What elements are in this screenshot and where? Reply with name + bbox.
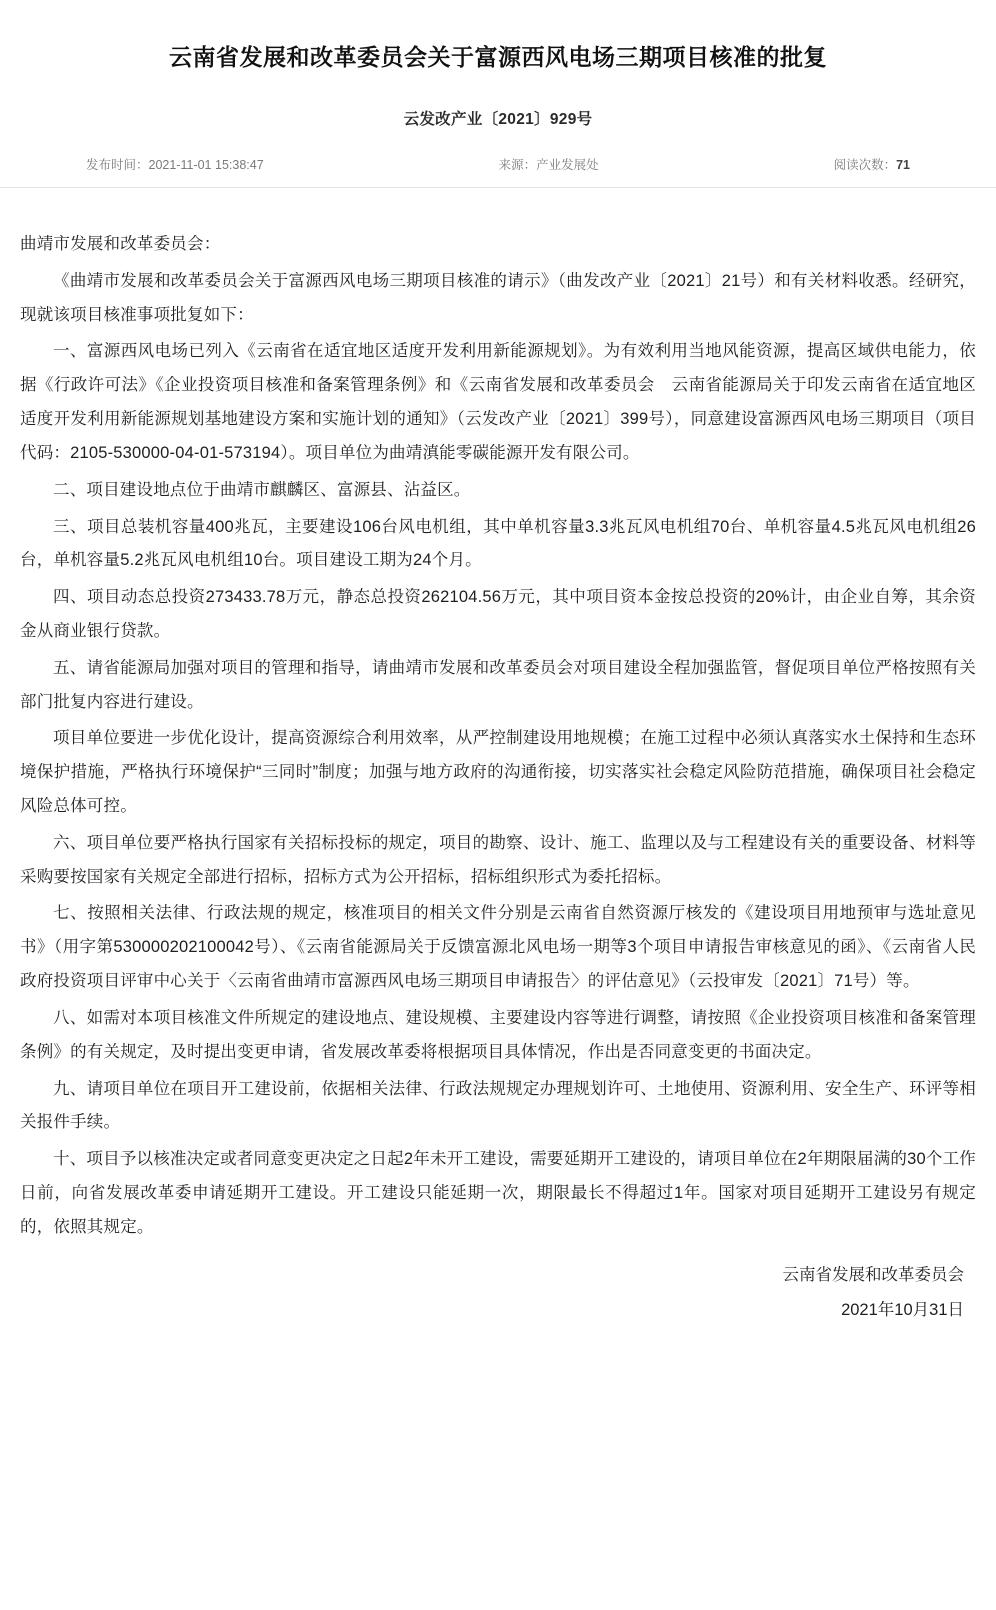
document-source: 来源：产业发展处 [498, 158, 599, 172]
signature-block [20, 1259, 976, 1329]
paragraph-item-7: 七、按照相关法律、行政法规的规定，核准项目的相关文件分别是云南省自然资源厅核发的《建设项目用地预审与选址意见书》（用字第530000202100042号）、《云南省能源局关于反馈富源北风电场一期等3个项目申请报告审核意见的函》、《云南省人民政府投资项目评审中心关于〈云南省曲靖市富源西风电场三期项目申请报告〉的评估意见》（云投审发〔2021〕71号）等。 [20, 904, 976, 991]
paragraph-intro: 《曲靖市发展和改革委员会关于富源西风电场三期项目核准的请示》（曲发改产业〔2021〕21号）和有关材料收悉。经研究，现就该项目核准事项批复如下： [20, 271, 976, 324]
document-meta-bar [0, 129, 996, 187]
page-title: 云南省发展和改革委员会关于富源西风电场三期项目核准的批复 [169, 44, 827, 71]
paragraph-item-2: 二、项目建设地点位于曲靖市麒麟区、富源县、沾益区。 [53, 480, 471, 499]
paragraph-item-1: 一、富源西风电场已列入《云南省在适宜地区适度开发利用新能源规划》。为有效利用当地风能资源，提高区域供电能力，依据《行政许可法》《企业投资项目核准和备案管理条例》和《云南省发展和改革委员会 云南省能源局关于印发云南省在适宜地区适度开发利用新能源规划基地建设方案和实施计划的通知》（云发改产业〔2021〕399号），同意建设富源西风电场三期项目（项目代码：2105-530000-04-01-573194）。项目单位为曲靖滇能零碳能源开发有限公司。 [20, 342, 976, 462]
paragraph-item-3: 三、项目总装机容量400兆瓦，主要建设106台风电机组，其中单机容量3.3兆瓦风电机组70台、单机容量4.5兆瓦风电机组26台，单机容量5.2兆瓦风电机组10台。项目建设工期为24个月。 [20, 517, 976, 570]
publish-time: 发布时间：2021-11-01 15:38:47 [86, 158, 264, 172]
paragraph-item-5: 五、请省能源局加强对项目的管理和指导，请曲靖市发展和改革委员会对项目建设全程加强监管，督促项目单位严格按照有关部门批复内容进行建设。 [20, 658, 976, 711]
paragraph-recipient: 曲靖市发展和改革委员会： [20, 235, 221, 253]
paragraph-item-4: 四、项目动态总投资273433.78万元，静态总投资262104.56万元，其中项目资本金按总投资的20%计，由企业自筹，其余资金从商业银行贷款。 [20, 588, 976, 640]
signature-date: 2021年10月31日 [841, 1301, 964, 1320]
paragraph-item-9: 九、请项目单位在项目开工建设前，依据相关法律、行政法规规定办理规划许可、土地使用、资源利用、安全生产、环评等相关报件手续。 [20, 1079, 976, 1132]
paragraph-item-8: 八、如需对本项目核准文件所规定的建设地点、建设规模、主要建设内容等进行调整，请按照《企业投资项目核准和备案管理条例》的有关规定，及时提出变更申请，省发展改革委将根据项目具体情况，作出是否同意变更的书面决定。 [20, 1008, 976, 1061]
paragraph-item-5-continued: 项目单位要进一步优化设计，提高资源综合利用效率，从严控制建设用地规模；在施工过程中必须认真落实水土保持和生态环境保护措施，严格执行环境保护“三同时”制度；加强与地方政府的沟通衔接，切实落实社会稳定风险防范措施，确保项目社会稳定风险总体可控。 [20, 729, 976, 815]
view-count-label: 阅读次数： [833, 158, 897, 172]
paragraph-item-10: 十、项目予以核准决定或者同意变更决定之日起2年未开工建设，需要延期开工建设的，请项目单位在2年期限届满的30个工作日前，向省发展改革委申请延期开工建设。开工建设只能延期一次，期限最长不得超过1年。国家对项目延期开工建设另有规定的，依照其规定。 [20, 1150, 976, 1236]
view-count-value: 71 [896, 158, 910, 172]
signature-issuer: 云南省发展和改革委员会 [782, 1265, 964, 1284]
paragraph-item-6: 六、项目单位要严格执行国家有关招标投标的规定，项目的勘察、设计、施工、监理以及与工程建设有关的重要设备、材料等采购要按国家有关规定全部进行招标，招标方式为公开招标，招标组织形式为委托招标。 [20, 833, 976, 886]
document-page [0, 15, 996, 1340]
view-count [834, 155, 910, 173]
document-number: 云发改产业〔2021〕929号 [403, 111, 593, 128]
document-body [0, 188, 996, 1340]
